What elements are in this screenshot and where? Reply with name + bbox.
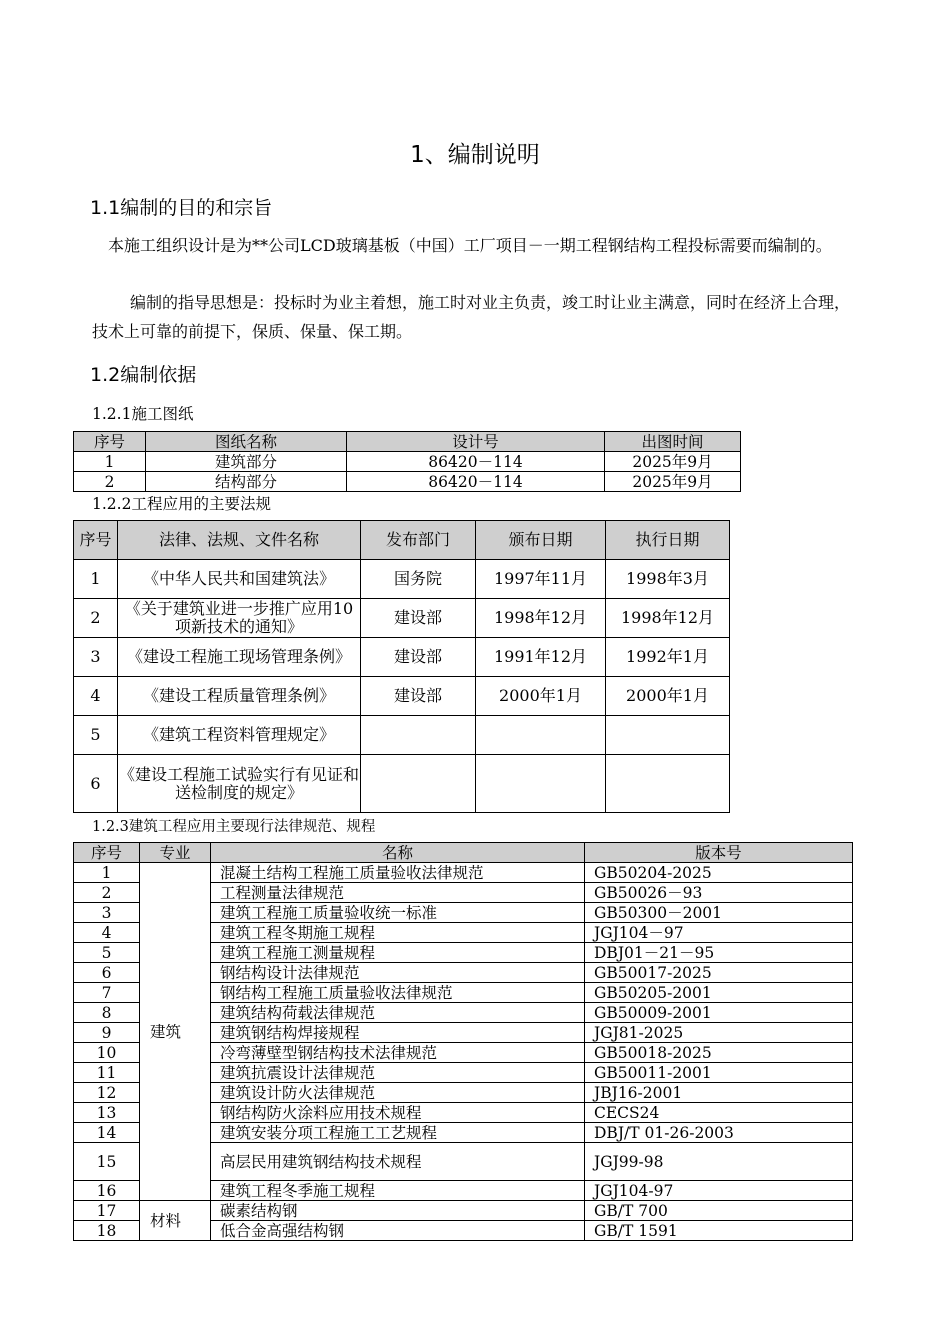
table-cell: 1998年12月 [476, 599, 606, 638]
table-cell: GB50205-2001 [585, 983, 853, 1003]
table-row [74, 863, 853, 883]
table-cell: 13 [74, 1103, 140, 1123]
table-cell: 混凝土结构工程施工质量验收法律规范 [211, 863, 585, 883]
column-header: 版本号 [585, 843, 853, 863]
table-cell: 5 [74, 943, 140, 963]
table-cell: 钢结构防火涂料应用技术规程 [211, 1103, 585, 1123]
paragraph-guiding-idea: 编制的指导思想是：投标时为业主着想，施工时对业主负责，竣工时让业主满意，同时在经济上合理，技术上可靠的前提下，保质、保量、保工期。 [92, 293, 851, 341]
table-cell: 建筑抗震设计法律规范 [211, 1063, 585, 1083]
table-cell: 《中华人民共和国建筑法》 [118, 560, 361, 599]
table-cell: 7 [74, 983, 140, 1003]
table-cell: 4 [74, 677, 118, 716]
table-cell: 《关于建筑业进一步推广应用10项新技术的通知》 [118, 599, 361, 638]
table-cell: 2025年9月 [605, 472, 741, 492]
column-header: 出图时间 [605, 432, 741, 452]
table-cell: CECS24 [585, 1103, 853, 1123]
specialty-cell-building: 建筑 [140, 863, 211, 1201]
table-cell: GB50018-2025 [585, 1043, 853, 1063]
table-row [74, 638, 730, 677]
table-cell: 14 [74, 1123, 140, 1143]
table-cell: 高层民用建筑钢结构技术规程 [211, 1143, 585, 1181]
table-cell: 建筑设计防火法律规范 [211, 1083, 585, 1103]
table-header-row [74, 432, 741, 452]
table-cell: 建设部 [361, 638, 476, 677]
table-cell: 结构部分 [146, 472, 347, 492]
table-cell: GB50300－2001 [585, 903, 853, 923]
table-cell: 8 [74, 1003, 140, 1023]
table-header-row [74, 843, 853, 863]
column-header: 序号 [74, 521, 118, 560]
table-cell: 《建设工程质量管理条例》 [118, 677, 361, 716]
table-cell: JGJ104－97 [585, 923, 853, 943]
table-cell: 工程测量法律规范 [211, 883, 585, 903]
table-row [74, 599, 730, 638]
section-heading-basis: 1.2编制依据 [90, 364, 197, 386]
table-cell: JGJ104-97 [585, 1181, 853, 1201]
table-cell [476, 755, 606, 813]
specialty-cell-material: 材料 [140, 1201, 211, 1241]
table-cell: DBJ/T 01-26-2003 [585, 1123, 853, 1143]
table-cell: GB50009-2001 [585, 1003, 853, 1023]
column-header: 执行日期 [606, 521, 730, 560]
table-cell: 1 [74, 560, 118, 599]
table-cell [606, 716, 730, 755]
table-cell: 1998年3月 [606, 560, 730, 599]
table-cell: 86420－114 [347, 452, 605, 472]
table-cell: 11 [74, 1063, 140, 1083]
table-cell: 5 [74, 716, 118, 755]
table-header-row [74, 521, 730, 560]
table-cell: GB50017-2025 [585, 963, 853, 983]
page-title: 1、编制说明 [410, 142, 540, 168]
table-cell: 3 [74, 638, 118, 677]
table-cell: DBJ01－21－95 [585, 943, 853, 963]
table-cell: 《建设工程施工现场管理条例》 [118, 638, 361, 677]
subheading-drawings: 1.2.1施工图纸 [92, 405, 194, 423]
table-cell: 低合金高强结构钢 [211, 1221, 585, 1241]
table-cell: 2000年1月 [606, 677, 730, 716]
table-cell: 冷弯薄壁型钢结构技术法律规范 [211, 1043, 585, 1063]
table-cell: 1992年1月 [606, 638, 730, 677]
table-cell: 钢结构设计法律规范 [211, 963, 585, 983]
column-header: 序号 [74, 843, 140, 863]
table-cell: 12 [74, 1083, 140, 1103]
table-cell: 2025年9月 [605, 452, 741, 472]
table-cell: 建筑工程施工质量验收统一标准 [211, 903, 585, 923]
table-row [74, 472, 741, 492]
table-cell: 1997年11月 [476, 560, 606, 599]
table-cell: 建筑工程冬季施工规程 [211, 1181, 585, 1201]
table-cell: 18 [74, 1221, 140, 1241]
table-cell: 9 [74, 1023, 140, 1043]
table-cell: GB50204-2025 [585, 863, 853, 883]
table-row [74, 677, 730, 716]
regulations-table [73, 520, 730, 813]
table-row [74, 1201, 853, 1221]
table-cell: 4 [74, 923, 140, 943]
table-cell: 建设部 [361, 599, 476, 638]
table-cell: 10 [74, 1043, 140, 1063]
table-cell: 建筑部分 [146, 452, 347, 472]
table-cell: JGJ99-98 [585, 1143, 853, 1181]
drawings-table [73, 431, 741, 492]
table-row [74, 560, 730, 599]
column-header: 颁布日期 [476, 521, 606, 560]
table-cell: 2 [74, 883, 140, 903]
table-cell: 1 [74, 452, 146, 472]
table-cell: 17 [74, 1201, 140, 1221]
column-header: 发布部门 [361, 521, 476, 560]
table-cell: GB/T 700 [585, 1201, 853, 1221]
table-cell: GB50026－93 [585, 883, 853, 903]
paragraph-purpose: 本施工组织设计是为**公司LCD玻璃基板（中国）工厂项目－一期工程钢结构工程投标需要而编制的。 [108, 236, 832, 255]
table-cell: JGJ81-2025 [585, 1023, 853, 1043]
table-cell: 钢结构工程施工质量验收法律规范 [211, 983, 585, 1003]
column-header: 专业 [140, 843, 211, 863]
subheading-regulations: 1.2.2工程应用的主要法规 [92, 495, 271, 513]
table-cell [361, 716, 476, 755]
section-heading-purpose: 1.1编制的目的和宗旨 [90, 197, 273, 219]
table-row [74, 755, 730, 813]
table-cell: 2000年1月 [476, 677, 606, 716]
table-row [74, 716, 730, 755]
table-cell: 16 [74, 1181, 140, 1201]
column-header: 法律、法规、文件名称 [118, 521, 361, 560]
table-cell [361, 755, 476, 813]
table-cell: 6 [74, 755, 118, 813]
column-header: 名称 [211, 843, 585, 863]
standards-table [73, 842, 853, 1241]
table-cell: 1998年12月 [606, 599, 730, 638]
subheading-standards: 1.2.3建筑工程应用主要现行法律规范、规程 [92, 819, 376, 835]
table-cell: JBJ16-2001 [585, 1083, 853, 1103]
table-cell: 碳素结构钢 [211, 1201, 585, 1221]
table-cell: 建筑工程冬期施工规程 [211, 923, 585, 943]
column-header: 图纸名称 [146, 432, 347, 452]
table-cell: 建筑钢结构焊接规程 [211, 1023, 585, 1043]
table-cell [476, 716, 606, 755]
table-cell: 建筑安装分项工程施工工艺规程 [211, 1123, 585, 1143]
table-cell: 建筑结构荷载法律规范 [211, 1003, 585, 1023]
table-cell [606, 755, 730, 813]
table-cell: 1 [74, 863, 140, 883]
table-cell: 《建设工程施工试验实行有见证和送检制度的规定》 [118, 755, 361, 813]
table-cell: 6 [74, 963, 140, 983]
table-cell: GB/T 1591 [585, 1221, 853, 1241]
column-header: 设计号 [347, 432, 605, 452]
column-header: 序号 [74, 432, 146, 452]
table-cell: 《建筑工程资料管理规定》 [118, 716, 361, 755]
table-cell: 建设部 [361, 677, 476, 716]
table-cell: 建筑工程施工测量规程 [211, 943, 585, 963]
table-cell: 86420－114 [347, 472, 605, 492]
table-cell: 15 [74, 1143, 140, 1181]
table-cell: 2 [74, 472, 146, 492]
table-cell: 3 [74, 903, 140, 923]
table-cell: 2 [74, 599, 118, 638]
table-row [74, 452, 741, 472]
table-cell: 国务院 [361, 560, 476, 599]
table-cell: GB50011-2001 [585, 1063, 853, 1083]
table-cell: 1991年12月 [476, 638, 606, 677]
